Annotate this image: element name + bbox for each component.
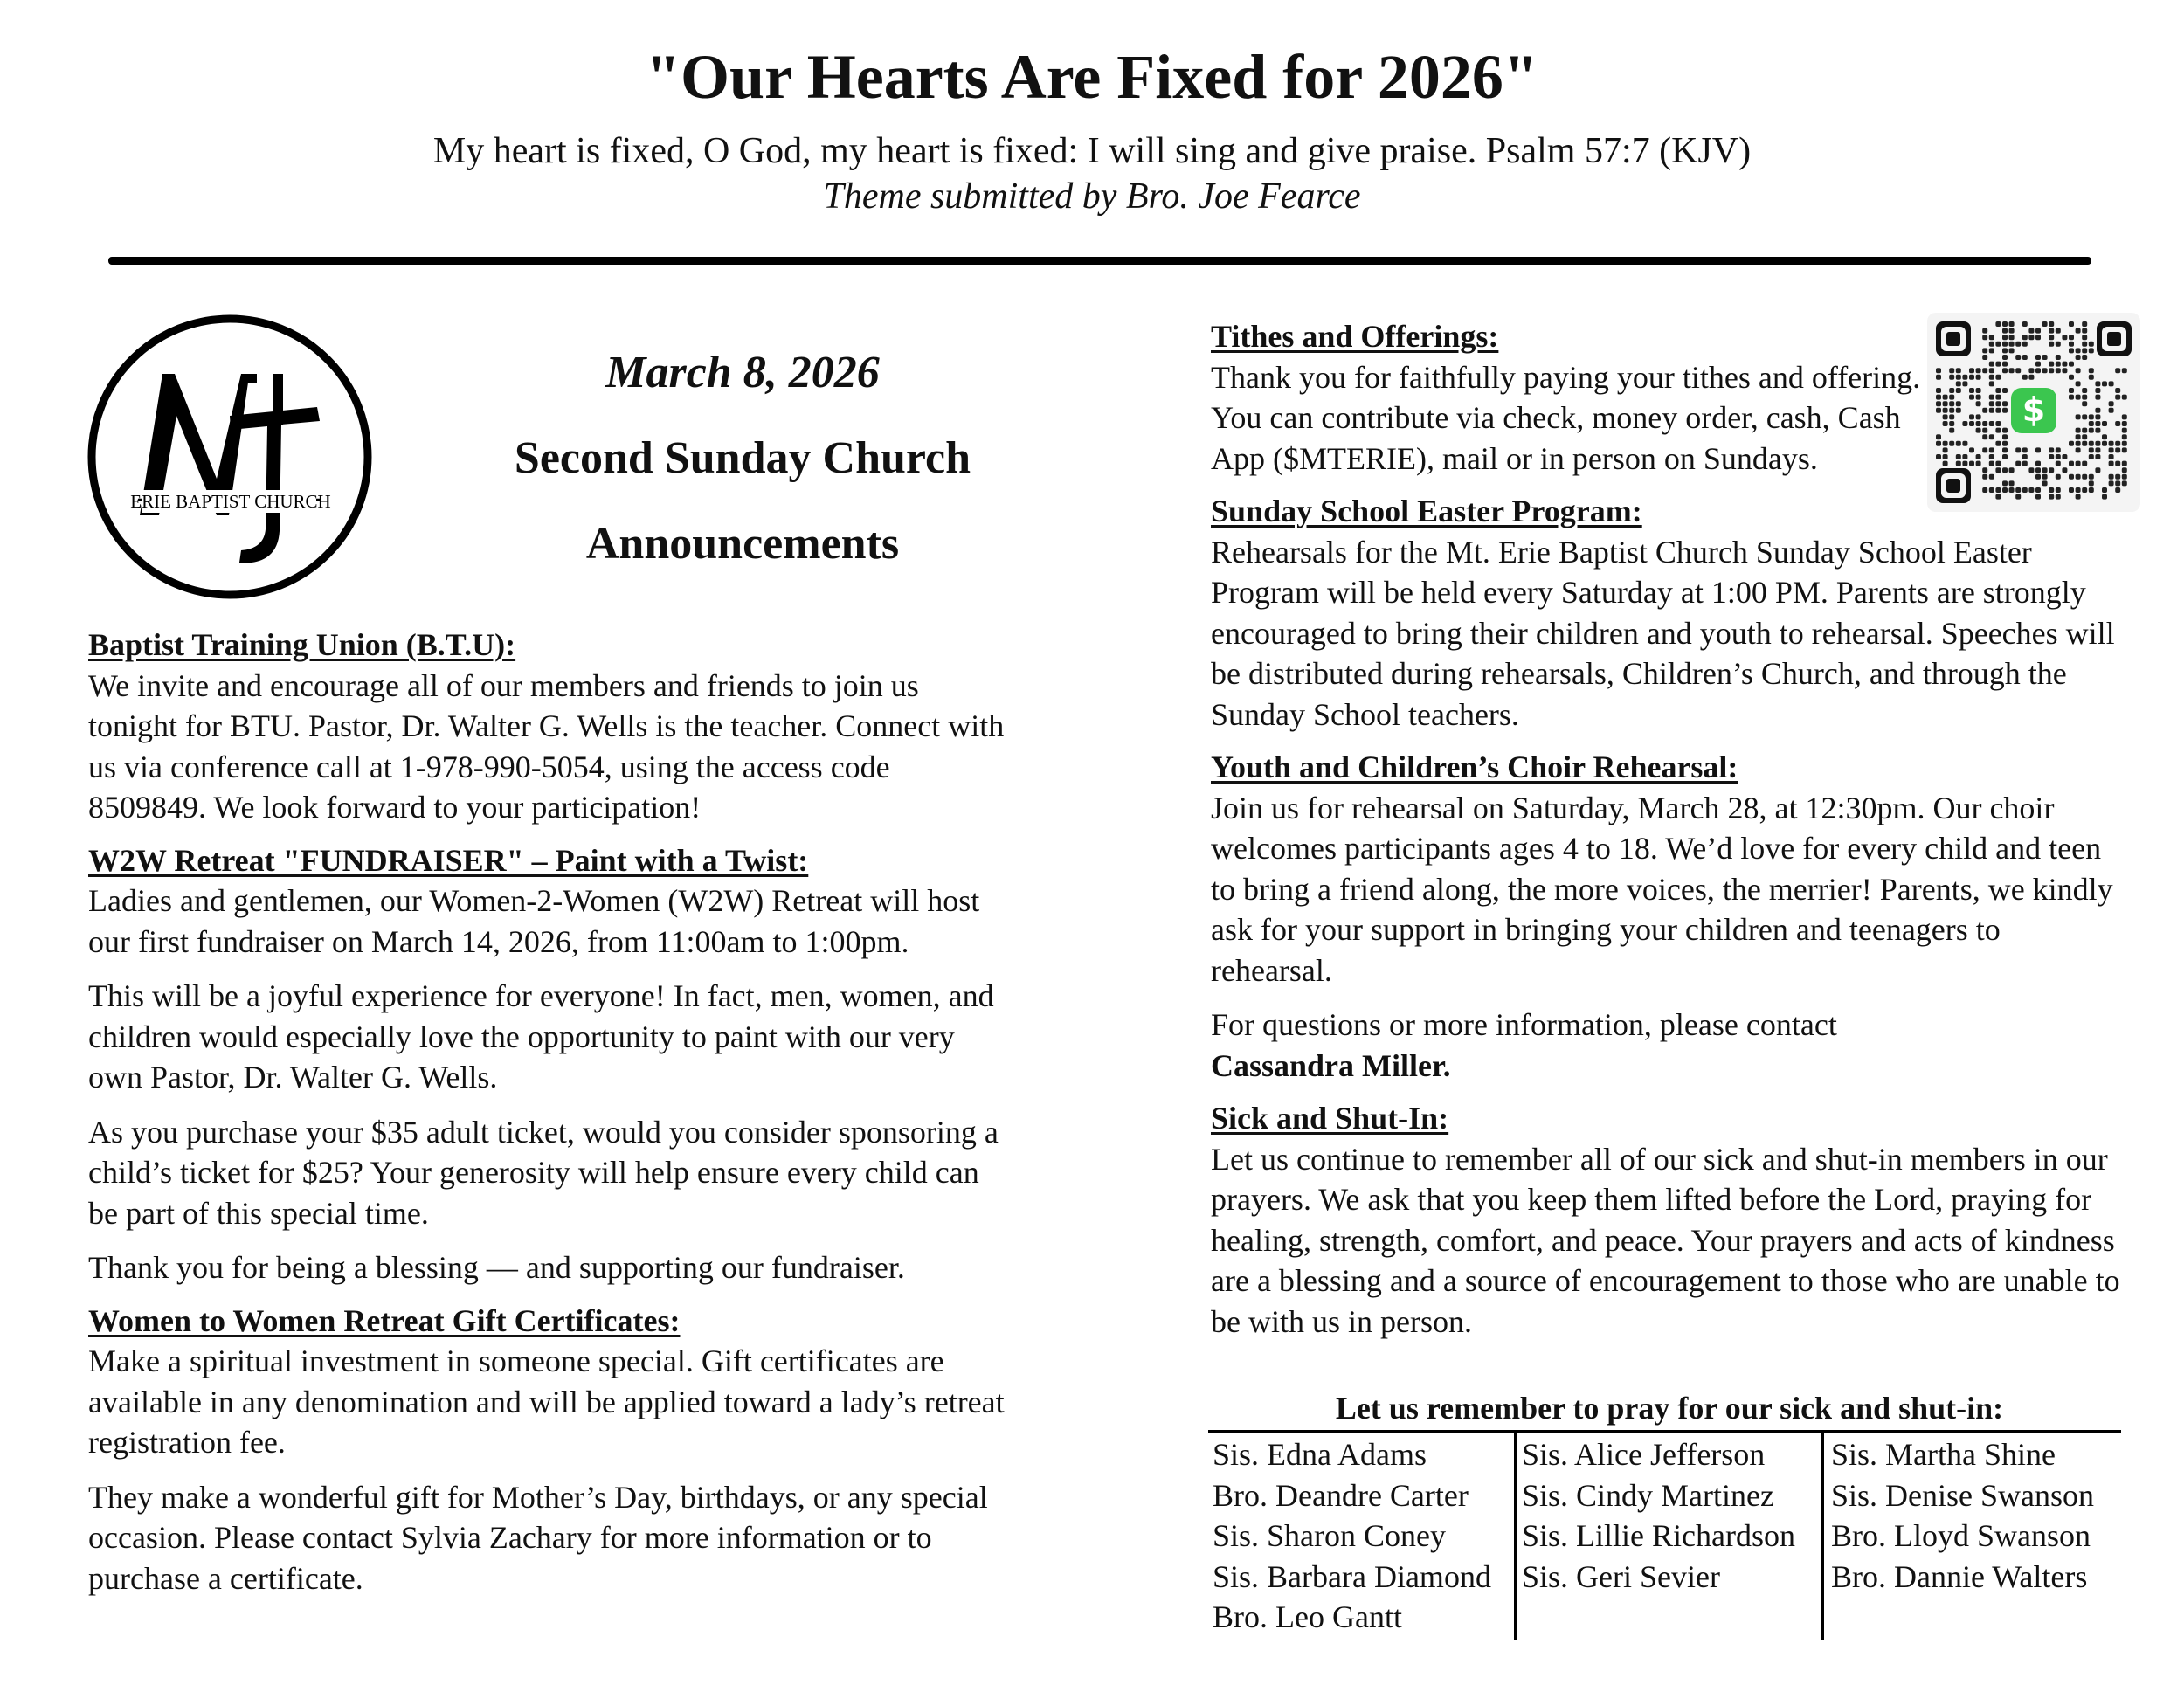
list-item: Bro. Leo Gantt (1213, 1599, 1402, 1634)
list-item: Bro. Dannie Walters (1831, 1558, 2088, 1594)
w2w-heading: W2W Retreat "FUNDRAISER" – Paint with a Twist: (88, 842, 809, 878)
list-item: Sis. Denise Swanson (1831, 1477, 2095, 1513)
list-item: Sis. Edna Adams (1213, 1437, 1427, 1472)
gift-heading: Women to Women Retreat Gift Certificates: (88, 1302, 681, 1338)
easter-heading: Sunday School Easter Program: (1211, 494, 1642, 528)
choir-contact-name: Cassandra Miller. (1211, 1047, 1451, 1083)
cash-app-symbol: $ (2022, 390, 2046, 429)
sick-heading: Sick and Shut-In: (1211, 1101, 1449, 1136)
tithes-heading: Tithes and Offerings: (1211, 319, 1499, 354)
prayer-column-1 (1213, 1434, 1491, 1638)
w2w-paragraph-3: As you purchase your $35 adult ticket, would you consider sponsoring a child’s ticket for $25? Your generosity will help ensure every child can be part of this special time. (88, 1114, 999, 1231)
prayer-list-rule (1208, 1430, 2121, 1433)
right-column (1211, 316, 2128, 1342)
gift-paragraph-1: Make a spiritual investment in someone special. Gift certificates are available in any denomination and will be applied toward a lady’s retreat registration fee. (88, 1343, 1005, 1460)
theme-title: "Our Hearts Are Fixed for 2026" (646, 42, 1538, 112)
gift-paragraph-2: They make a wonderful gift for Mother’s Day, birthdays, or any special occasion. Please contact Sylvia Zachary for more information or to purchase a certificate. (88, 1479, 988, 1596)
bulletin-date: March 8, 2026 (605, 348, 880, 397)
list-item: Sis. Geri Sevier (1522, 1558, 1720, 1594)
bulletin-subtitle: Second Sunday Church (514, 433, 971, 483)
w2w-paragraph-2: This will be a joyful experience for everyone! In fact, men, women, and children would especially love the opportunity to paint with our very own Pastor, Dr. Walter G. Wells. (88, 978, 994, 1095)
w2w-paragraph-4: Thank you for being a blessing — and supporting our fundraiser. (88, 1250, 905, 1285)
list-item: Sis. Sharon Coney (1213, 1518, 1447, 1553)
logo-ring-text: ERIE BAPTIST CHURCH (130, 491, 331, 512)
theme-verse: My heart is fixed, O God, my heart is fixed: I will sing and give praise. Psalm 57:7 (KJV) (432, 131, 1752, 171)
list-item: Sis. Alice Jefferson (1522, 1437, 1766, 1472)
list-item: Sis. Cindy Martinez (1522, 1477, 1774, 1513)
header-divider (108, 257, 2091, 265)
choir-contact-text: For questions or more information, please contact (1211, 1007, 1837, 1042)
prayer-column-2 (1522, 1434, 1795, 1597)
prayer-list-divider (1821, 1433, 1824, 1640)
choir-body: Join us for rehearsal on Saturday, March 28, at 12:30pm. Our choir welcomes participants ages 4 to 18. We’d love for every child and teen to bring a friend along, the more voices, the merrier! Parents, we kindly ask for your support in bringing your children and teenagers to rehearsal. (1211, 790, 2113, 988)
theme-credit: Theme submitted by Bro. Joe Fearce (823, 176, 1361, 217)
bulletin-announcements: Announcements (585, 519, 900, 569)
list-item: Sis. Martha Shine (1831, 1437, 2056, 1472)
mt-erie-logo-icon (86, 313, 374, 601)
list-item: Sis. Lillie Richardson (1522, 1518, 1795, 1553)
list-item: Bro. Deandre Carter (1213, 1477, 1469, 1513)
sick-body: Let us continue to remember all of our sick and shut-in members in our prayers. We ask that you keep them lifted before the Lord, praying for healing, strength, comfort, and peace. Your prayers and acts of kindness are a blessing and a source of encouragement to those who are unable to be with us in person. (1211, 1141, 2120, 1339)
easter-body: Rehearsals for the Mt. Erie Baptist Church Sunday School Easter Program will be held every Saturday at 1:00 PM. Parents are strongly encouraged to bring their children and youth to rehearsal. Speeches will be distributed during rehearsals, Children’s Church, and through the Sunday School teachers. (1211, 534, 2115, 732)
btu-body: We invite and encourage all of our members and friends to join us tonight for BTU. Pastor, Dr. Walter G. Wells is the teacher. Connect with us via conference call at 1-978-990-5054, using the access code 8509849. We look forward to your participation! (88, 667, 1005, 825)
prayer-column-3 (1831, 1434, 2094, 1597)
list-item: Bro. Lloyd Swanson (1831, 1518, 2091, 1553)
prayer-list-divider (1514, 1433, 1517, 1640)
list-item: Sis. Barbara Diamond (1213, 1558, 1491, 1594)
choir-heading: Youth and Children’s Choir Rehearsal: (1211, 749, 1738, 784)
left-column (88, 625, 1014, 1599)
w2w-paragraph-1: Ladies and gentlemen, our Women-2-Women (W2W) Retreat will host our first fundraiser on March 14, 2026, from 11:00am to 1:00pm. (88, 883, 980, 959)
tithes-body: Thank you for faithfully paying your tithes and offering. You can contribute via check, money order, cash, Cash App ($MTERIE), mail or in person on Sundays. (1211, 359, 1921, 476)
btu-heading: Baptist Training Union (B.T.U): (88, 627, 516, 662)
prayer-list-title: Let us remember to pray for our sick and shut-in: (1335, 1391, 2004, 1426)
